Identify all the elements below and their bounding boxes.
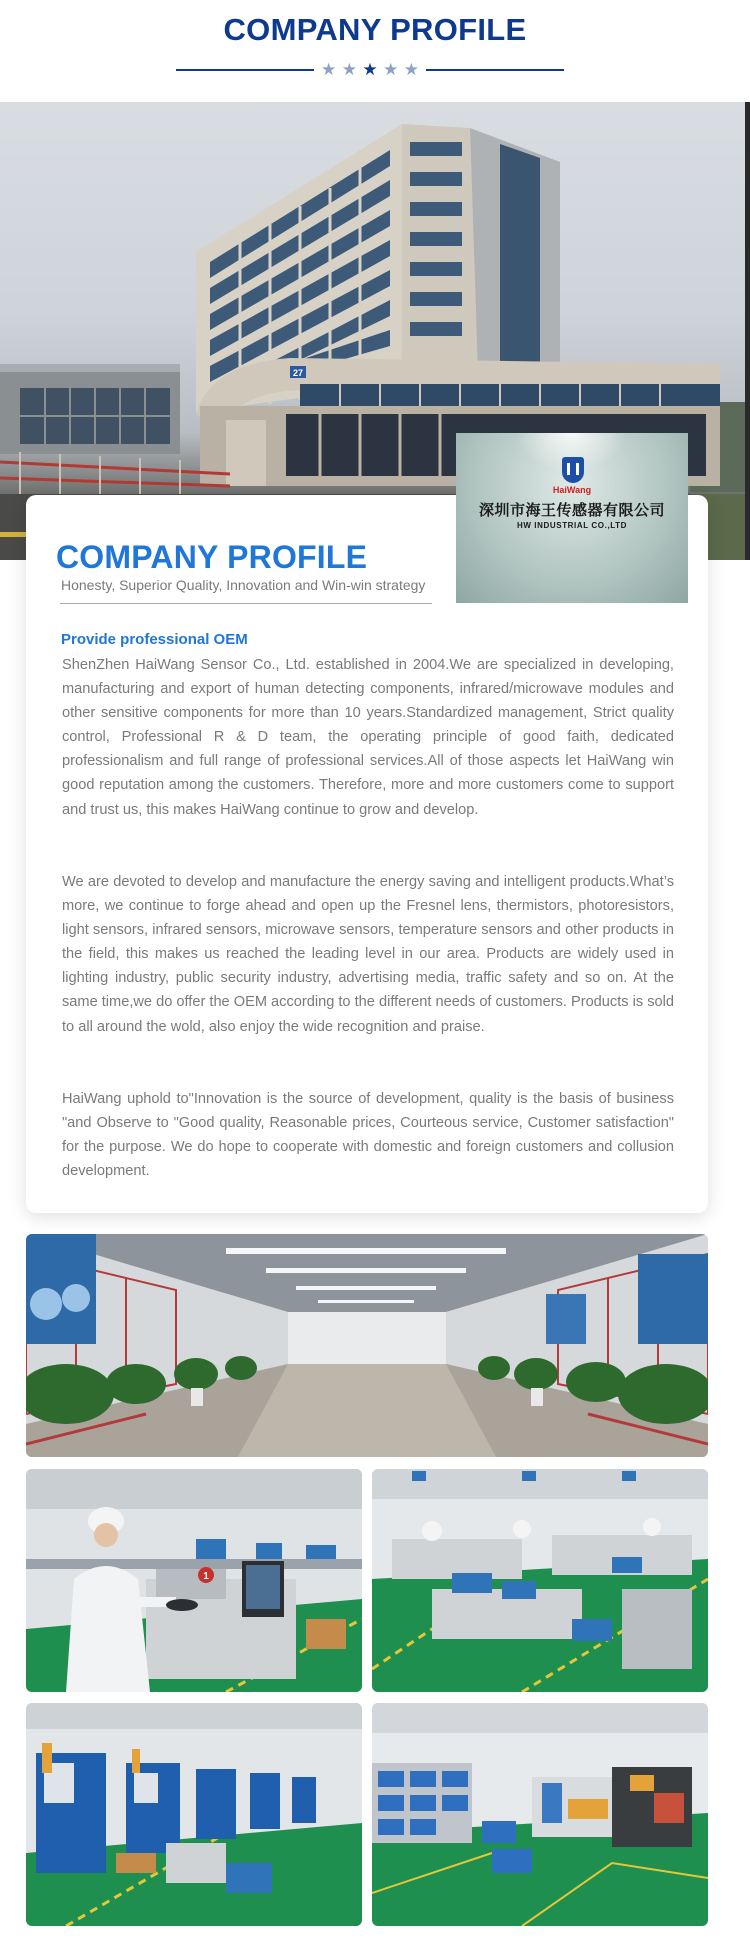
star-icon: ★: [362, 60, 378, 79]
profile-paragraph: ShenZhen HaiWang Sensor Co., Ltd. established in 2004.We are specialized in developing, manufacturing and export of human detecting components, infrared/microwave modules and other sensitive components for more than 10 years.Standardized management, Strict quality control, Professional R & D team, the operating principle of good faith, dedicated professionalism and full range of professional services.All of those aspects let HaiWang win good reputation among the customers. Therefore, more and more customers come to support and trust us, this makes HaiWang continue to grow and develop.: [62, 657, 674, 818]
door-number: 27: [292, 368, 304, 378]
star-icon: ★: [383, 60, 399, 79]
injection-molding-photo: [372, 1703, 708, 1926]
company-profile-card: [26, 485, 708, 1213]
divider-line-left: [176, 69, 314, 71]
profile-paragraph: HaiWang uphold to"Innovation is the source of development, quality is the basis of business "and Observe to "Good quality, Reasonable prices, Courteous service, Customer satisfaction" for the purpose. We do hope to cooperate with domestic and foreign customers and collusion development.: [62, 1091, 674, 1180]
rating-stars: [321, 60, 419, 80]
card-title: COMPANY PROFILE: [56, 539, 368, 575]
factory-worker-photo: [26, 1469, 362, 1692]
star-icon: ★: [321, 60, 337, 79]
reception-desk-photo: [456, 433, 688, 603]
haiwang-logo-icon: [562, 457, 584, 483]
production-machines-photo: [26, 1703, 362, 1926]
reception-english-name: HW INDUSTRIAL CO.,LTD: [516, 521, 628, 530]
star-divider: [176, 60, 564, 80]
reception-chinese-name: 深圳市海王传感器有限公司: [478, 501, 665, 519]
title-underline: [60, 603, 432, 604]
page-title: COMPANY PROFILE: [223, 12, 527, 47]
station-number: 1: [203, 1571, 209, 1582]
section-header: [0, 0, 750, 102]
assembly-line-photo: [372, 1469, 708, 1692]
star-icon: ★: [403, 60, 419, 79]
card-subtitle: Honesty, Superior Quality, Innovation and Win-win strategy: [61, 577, 426, 593]
reception-brand: HaiWang: [552, 485, 592, 495]
photo-edge: [745, 102, 750, 560]
factory-corridor-photo: [26, 1234, 708, 1457]
oem-heading: Provide professional OEM: [61, 631, 248, 648]
profile-paragraph: We are devoted to develop and manufacture the energy saving and intelligent products.What’s more, we continue to forge ahead and open up the Fresnel lens, thermistors, photoresistors, light sensors, infrared sensors, microwave sensors, temperature sensors and other products in the field, this makes us reached the leading level in our area. Products are widely used in lighting industry, public security industry, advertising media, traffic safety and so on. At the same time,we do offer the OEM according to the different needs of customers. Products is sold to all around the wold, also enjoy the wide recognition and praise.: [62, 874, 674, 1035]
divider-line-right: [426, 69, 564, 71]
star-icon: ★: [341, 60, 357, 79]
